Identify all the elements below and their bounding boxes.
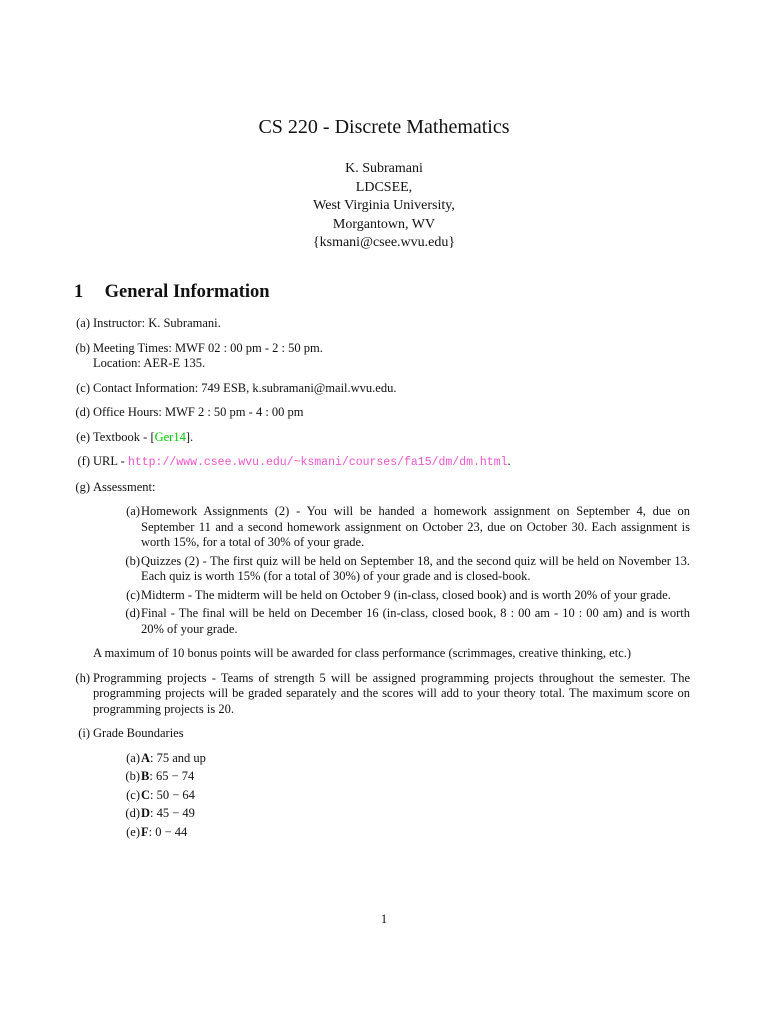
item-label: (f) xyxy=(77,454,90,468)
grade-d xyxy=(121,806,690,822)
author-department: LDCSEE, xyxy=(355,179,413,195)
section-number: 1 xyxy=(74,282,84,302)
section-title: General Information xyxy=(104,282,270,302)
document-title: CS 220 - Discrete Mathematics xyxy=(258,116,510,138)
subitem-label: (c) xyxy=(126,587,140,602)
subitem-label: (d) xyxy=(125,806,140,820)
meeting-times-text: Meeting Times: MWF 02 : 00 pm - 2 : 50 pm. xyxy=(93,340,323,355)
item-text: Office Hours: MWF 2 : 50 pm - 4 : 00 pm xyxy=(93,405,304,419)
subitem-text: Final - The final will be held on December 16 (in-class, closed book, 8 : 00 am - 10 : 00 am) and is worth 20% of your grade. xyxy=(141,606,690,636)
assessment-final xyxy=(121,606,690,637)
list-item-meeting-times xyxy=(74,341,690,372)
author-university: West Virginia University, xyxy=(313,198,455,213)
page-number: 1 xyxy=(380,912,388,926)
textbook-prefix: Textbook - [ xyxy=(93,429,155,444)
subitem-label: (d) xyxy=(125,606,140,620)
grade-letter: D xyxy=(141,806,151,820)
section-heading xyxy=(74,282,270,303)
subitem-label: (a) xyxy=(126,750,140,765)
grade-range: : 75 and up xyxy=(150,750,206,765)
grade-sublist xyxy=(121,751,690,841)
item-label: (b) xyxy=(75,340,90,355)
assessment-homework xyxy=(121,504,690,551)
list-item-url xyxy=(74,454,690,471)
url-suffix: . xyxy=(507,454,511,468)
assessment-midterm xyxy=(121,588,690,604)
item-label: (i) xyxy=(78,726,90,740)
grade-letter: A xyxy=(141,750,151,765)
subitem-label: (a) xyxy=(126,504,140,518)
grade-range: : 45 − 49 xyxy=(150,806,195,820)
url-prefix: URL - xyxy=(93,454,128,468)
grade-letter: F xyxy=(141,824,149,839)
item-text: Assessment: xyxy=(93,479,156,494)
grade-b xyxy=(121,769,690,785)
list-item-programming-projects xyxy=(74,671,690,718)
list-item-contact xyxy=(74,381,690,397)
list-item-assessment xyxy=(74,480,690,662)
textbook-suffix: ]. xyxy=(185,429,194,444)
subitem-label: (c) xyxy=(126,787,140,802)
author-location: Morgantown, WV xyxy=(332,216,436,232)
assessment-quizzes xyxy=(121,554,690,585)
item-text: Programming projects - Teams of strength 5 will be assigned programming projects throughout the semester. The programming projects will be graded separately and the scores will add to your theory total. The maximum score on programming projects is 20. xyxy=(93,670,690,716)
assessment-sublist xyxy=(121,504,690,637)
grade-f xyxy=(121,825,690,841)
info-list xyxy=(74,316,690,849)
bonus-note: A maximum of 10 bonus points will be awarded for class performance (scrimmages, creative thinking, etc.) xyxy=(93,646,632,660)
author-email: {ksmani@csee.wvu.edu} xyxy=(312,235,456,250)
item-label: (e) xyxy=(76,429,90,444)
subitem-label: (b) xyxy=(125,553,140,568)
grade-range: : 0 − 44 xyxy=(148,824,188,839)
item-text: Instructor: K. Subramani. xyxy=(93,316,221,330)
item-text: Contact Information: 749 ESB, k.subramani@mail.wvu.edu. xyxy=(93,380,397,395)
course-url-link[interactable]: http://www.csee.wvu.edu/~ksmani/courses/fa15/dm/dm.html xyxy=(127,456,508,469)
subitem-label: (b) xyxy=(125,769,140,783)
item-text: Grade Boundaries xyxy=(93,726,184,740)
list-item-office-hours xyxy=(74,405,690,421)
item-label: (d) xyxy=(75,405,90,419)
author-block xyxy=(0,160,768,253)
grade-range: : 65 − 74 xyxy=(149,769,195,783)
item-label: (c) xyxy=(76,380,90,395)
item-label: (h) xyxy=(75,670,90,685)
subitem-text: Quizzes (2) - The first quiz will be held on September 18, and the second quiz will be held on November 13. Each quiz is worth 15% (for a total of 30%) of your grade and is closed-book. xyxy=(141,553,690,583)
subitem-text: Homework Assignments (2) - You will be handed a homework assignment on September 4, due on September 11 and a second homework assignment on October 23, due on October 30. Each assignment is worth 15%, for a total of 30% of your grade. xyxy=(141,504,690,549)
item-label: (a) xyxy=(76,316,90,330)
grade-a xyxy=(121,751,690,767)
list-item-textbook xyxy=(74,430,690,446)
list-item-instructor xyxy=(74,316,690,332)
item-label: (g) xyxy=(75,479,90,494)
grade-letter: B xyxy=(141,769,150,783)
citation-link[interactable]: Ger14 xyxy=(154,429,186,444)
grade-letter: C xyxy=(141,787,151,802)
author-name: K. Subramani xyxy=(345,161,423,176)
grade-c xyxy=(121,788,690,804)
subitem-label: (e) xyxy=(126,824,140,839)
subitem-text: Midterm - The midterm will be held on October 9 (in-class, closed book) and is worth 20% of your grade. xyxy=(141,587,671,602)
grade-range: : 50 − 64 xyxy=(150,787,195,802)
location-text: Location: AER-E 135. xyxy=(93,356,206,370)
list-item-grade-boundaries xyxy=(74,726,690,840)
